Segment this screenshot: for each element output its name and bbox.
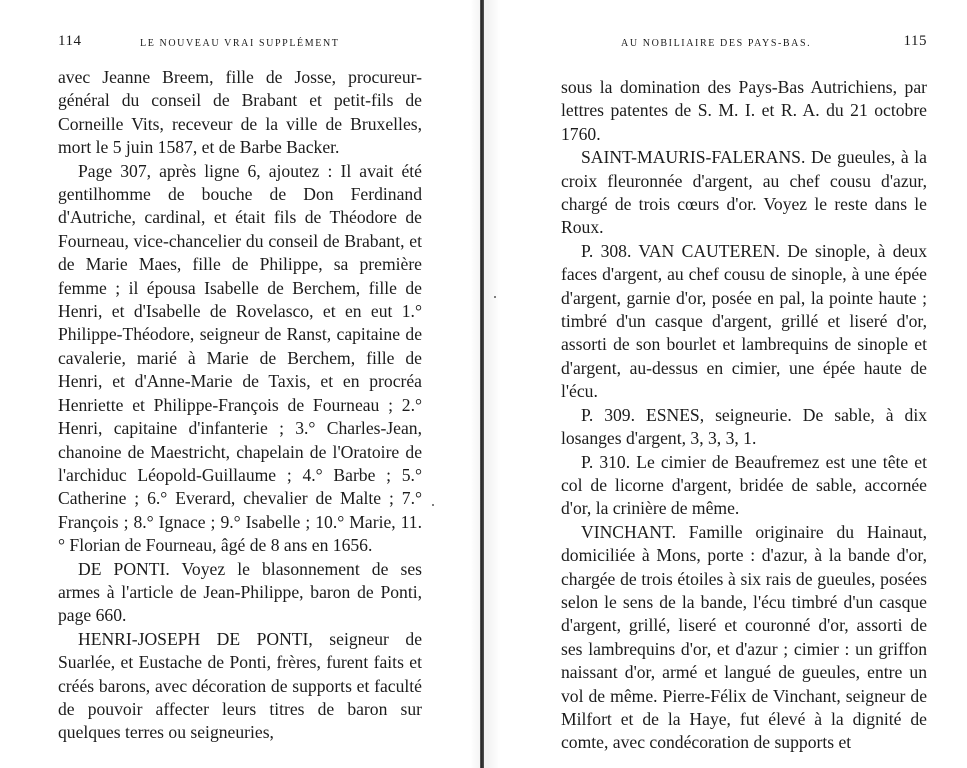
left-page-header [58, 0, 422, 58]
right-page-header [561, 0, 927, 58]
ink-speck [432, 504, 434, 506]
left-page [0, 0, 482, 768]
paragraph: P. 309. ESNES, seigneurie. De sable, à dix losanges d'argent, 3, 3, 3, 1. [561, 404, 927, 449]
paragraph: VINCHANT. Famille originaire du Hainaut, domiciliée à Mons, porte : d'azur, à la bande d'or, chargée de trois étoiles à six rais de gueules, posées selon le sens de la bande, l'écu timbré d'un casque d'argent, grillé, liseré et couronné d'or, assorti de ses lambrequins d'or, et d'azur ; cimier : un griffon naissant d'or, armé et langué de gueules, entre un vol de même. Pierre-Félix de Vinchant, seigneur de Milfort et de la Haye, fut élevé à la dignité de comte, avec condécoration de supports et [561, 521, 927, 753]
left-running-title: LE NOUVEAU VRAI SUPPLÉMENT [140, 38, 340, 49]
ink-speck [494, 296, 496, 298]
paragraph: DE PONTI. Voyez le blasonnement de ses armes à l'article de Jean-Philippe, baron de Ponti, page 660. [58, 558, 422, 626]
paragraph: HENRI-JOSEPH DE PONTI, seigneur de Suarlée, et Eustache de Ponti, frères, furent faits et créés barons, avec décoration de supports et faculté de pouvoir affecter leurs titres de baron sur quelques terres ou seigneuries, [58, 628, 422, 743]
paragraph: avec Jeanne Breem, fille de Josse, procureur-général du conseil de Brabant et petit-fils de Corneille Vits, receveur de la ville de Bruxelles, mort le 5 juin 1587, et de Barbe Backer. [58, 67, 422, 158]
paragraph: SAINT-MAURIS-FALERANS. De gueules, à la croix fleuronnée d'argent, au chef cousu d'azur, chargé de trois cœurs d'or. Voyez le reste dans le Roux. [561, 147, 927, 238]
right-page-body [561, 76, 927, 755]
paragraph: sous la domination des Pays-Bas Autrichiens, par lettres patentes de S. M. I. et R. A. du 21 octobre 1760. [561, 77, 927, 144]
left-page-number: 114 [58, 33, 82, 49]
right-page [487, 0, 967, 768]
right-running-title: AU NOBILIAIRE DES PAYS-BAS. [621, 38, 812, 49]
paragraph: Page 307, après ligne 6, ajoutez : Il avait été gentilhomme de bouche de Don Ferdinand d'Autriche, cardinal, et était fils de Théodore de Fourneau, vice-chancelier du conseil de Brabant, et de Marie Maes, fille de Philippe, sa première femme ; il épousa Isabelle de Berchem, fille de Henri, et d'Isabelle de Rovelasco, et en eut 1.° Philippe-Théodore, seigneur de Ranst, capitaine de cavalerie, marié à Marie de Berchem, fille de Henri, et d'Anne-Marie de Taxis, et en procréa Henriette et Philippe-François de Fourneau ; 2.° Henri, capitaine d'infanterie ; 3.° Charles-Jean, chanoine de Maestricht, chapelain de l'Oratoire de l'archiduc Léopold-Guillaume ; 4.° Barbe ; 5.° Catherine ; 6.° Everard, chevalier de Malte ; 7.° François ; 8.° Ignace ; 9.° Isabelle ; 10.° Marie, 11.° Florian de Fourneau, âgé de 8 ans en 1656. [58, 160, 422, 556]
paragraph: P. 308. VAN CAUTEREN. De sinople, à deux faces d'argent, au chef cousu de sinople, à une épée d'argent, garnie d'or, posée en pal, la pointe haute ; timbré d'un casque d'argent, grillé et liseré d'or, assorti de son bourlet et lambrequins de sinople et d'argent, au-dessus en cimier, une épée haute de l'écu. [561, 240, 927, 402]
right-page-number: 115 [903, 33, 927, 49]
paragraph: P. 310. Le cimier de Beaufremez est une tête et col de licorne d'argent, bridée de sable, accornée d'or, la crinière de même. [561, 451, 927, 519]
left-page-body [58, 66, 422, 745]
